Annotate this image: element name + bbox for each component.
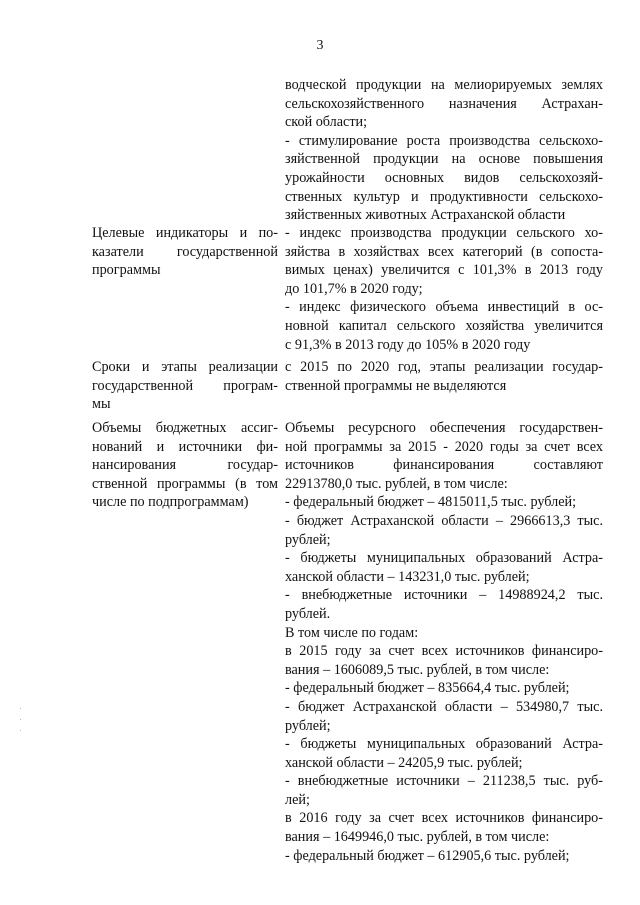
content-line: рублей;: [285, 531, 331, 548]
content-line: рублей;: [285, 717, 331, 734]
content-line: источников финансирования составляют: [285, 457, 603, 474]
label-line: государственной програм-: [92, 377, 278, 394]
content-line: в 2016 году за счет всех источников финансиро-: [285, 810, 603, 827]
content-line: ской области;: [285, 114, 368, 131]
content-line: ственной программы не выделяются: [285, 377, 507, 394]
content-line: - бюджеты муниципальных образований Астра-: [285, 550, 603, 567]
label-line: Сроки и этапы реализации: [92, 359, 278, 375]
content-line: 22913780,0 тыс. рублей, в том числе:: [285, 475, 508, 492]
label-line: нований и источники фи-: [92, 438, 278, 455]
content-line: водческой продукции на мелиорируемых землях: [285, 77, 603, 93]
scan-artifact: [20, 730, 21, 731]
content-line: ной программы за 2015 - 2020 годы за счет всех: [285, 438, 603, 455]
content-line: вания – 1606089,5 тыс. рублей, в том числе:: [285, 661, 550, 678]
row-label: [92, 419, 278, 512]
row-label: [92, 224, 278, 280]
label-line: числе по подпрограммам): [92, 494, 249, 511]
content-line: новной капитал сельского хозяйства увеличится: [285, 317, 603, 334]
row-content: [285, 358, 603, 395]
label-line: Объемы бюджетных ассиг-: [92, 420, 278, 436]
content-line: - внебюджетные источники – 14988924,2 тыс.: [285, 587, 603, 604]
label-line: казатели государственной: [92, 243, 278, 260]
content-line: - бюджет Астраханской области – 534980,7 тыс.: [285, 698, 603, 715]
label-line: нансирования государ-: [92, 457, 278, 474]
content-line: до 101,7% в 2020 году;: [285, 280, 423, 297]
content-line: - федеральный бюджет – 835664,4 тыс. рублей;: [285, 680, 570, 697]
row-content: [285, 76, 603, 225]
content-line: с 91,3% в 2013 году до 105% в 2020 году: [285, 336, 531, 353]
row-label: [92, 358, 278, 414]
content-line: Объемы ресурсного обеспечения государствен-: [285, 420, 603, 436]
label-line: ственной программы (в том: [92, 475, 278, 492]
content-line: вания – 1649946,0 тыс. рублей, в том числе:: [285, 829, 550, 846]
content-line: - индекс физического объема инвестиций в ос-: [285, 299, 603, 316]
content-line: ханской области – 143231,0 тыс. рублей;: [285, 568, 530, 585]
scan-artifact: [20, 708, 21, 709]
content-line: урожайности основных видов сельскохозяй-: [285, 169, 603, 186]
row-content: [285, 419, 603, 865]
content-line: вимых ценах) увеличится с 101,3% в 2013 году: [285, 262, 603, 279]
content-line: ственных культур и продуктивности сельскохо-: [285, 188, 603, 205]
scan-artifact: [20, 719, 21, 720]
content-line: зяйственных животных Астраханской области: [285, 207, 566, 224]
page-number: 3: [316, 38, 324, 53]
content-line: - бюджет Астраханской области – 2966613,3 тыс.: [285, 512, 603, 529]
content-line: лей;: [285, 791, 310, 808]
content-line: В том числе по годам:: [285, 624, 419, 641]
content-line: - федеральный бюджет – 4815011,5 тыс. рублей;: [285, 494, 577, 511]
content-line: - федеральный бюджет – 612905,6 тыс. рублей;: [285, 847, 570, 864]
content-line: - бюджеты муниципальных образований Астра-: [285, 736, 603, 753]
label-line: программы: [92, 262, 161, 279]
content-line: с 2015 по 2020 год, этапы реализации государ-: [285, 359, 603, 375]
label-line: мы: [92, 396, 111, 413]
content-line: ханской области – 24205,9 тыс. рублей;: [285, 754, 523, 771]
label-line: Целевые индикаторы и по-: [92, 225, 278, 241]
content-line: - стимулирование роста производства сельскохо-: [285, 132, 603, 149]
content-line: - индекс производства продукции сельского хо-: [285, 225, 603, 241]
content-line: зяйственной продукции на основе повышения: [285, 151, 603, 168]
content-line: сельскохозяйственного назначения Астрахан-: [285, 95, 603, 112]
content-line: в 2015 году за счет всех источников финансиро-: [285, 643, 603, 660]
content-line: зяйства в хозяйствах всех категорий (в сопоста-: [285, 243, 603, 260]
content-line: рублей.: [285, 605, 331, 622]
content-line: - внебюджетные источники – 211238,5 тыс. руб-: [285, 773, 603, 790]
row-content: [285, 224, 603, 354]
